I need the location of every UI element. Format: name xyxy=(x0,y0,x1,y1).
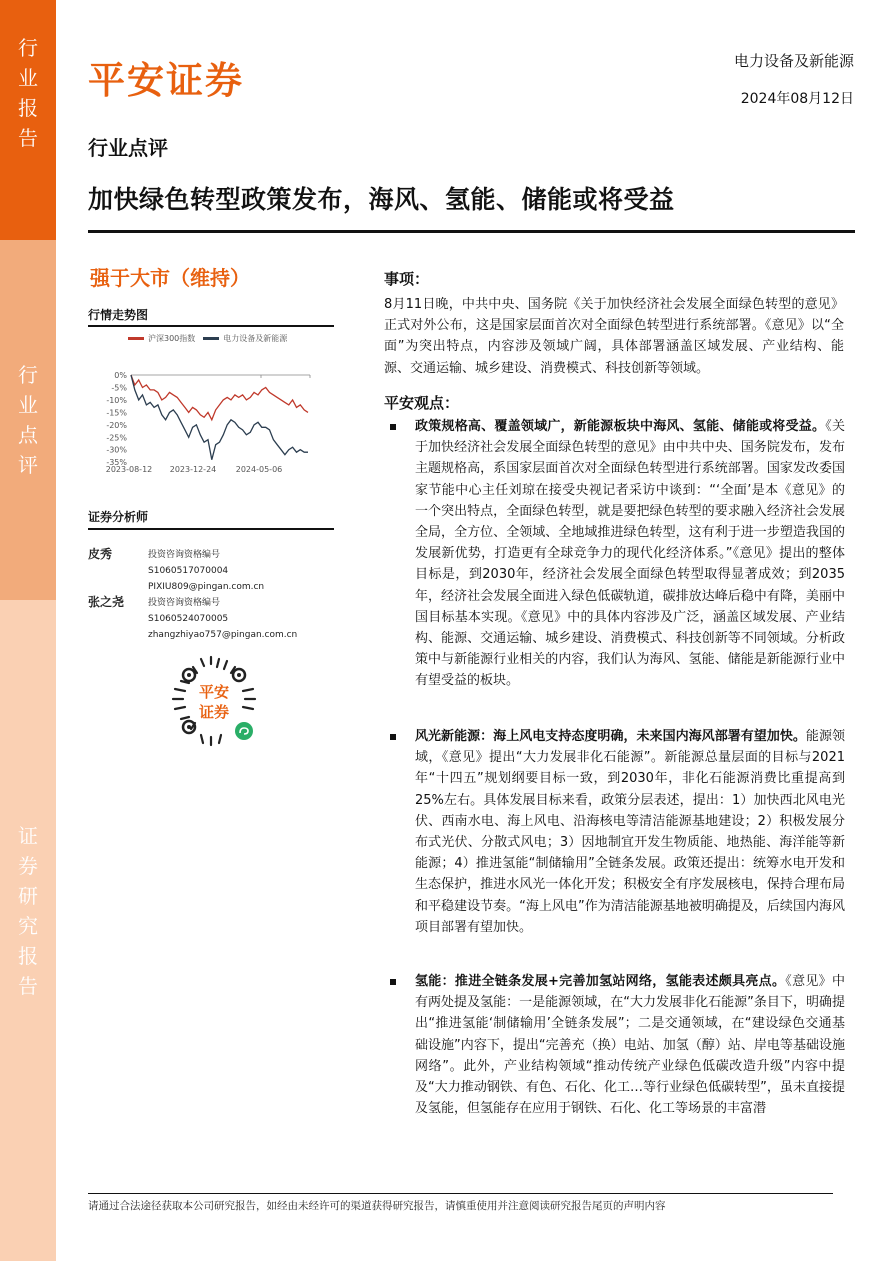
analyst-name: 皮秀 xyxy=(88,547,113,561)
svg-text:2023-08-12: 2023-08-12 xyxy=(105,465,153,475)
event-paragraph: 8月11日晚，中共中央、国务院《关于加快经济社会发展全面绿色转型的意见》正式对外公布，这是国家层面首次对全面绿色转型进行系统部署。《意见》以“全面”为突出特点，内容涉及领域广阔，具体部署涵盖区域发展、产业结构、能源、交通运输、城乡建设、消费模式、科技创新等领域。 xyxy=(384,297,844,376)
legend-item xyxy=(203,333,287,344)
svg-text:2023-12-24: 2023-12-24 xyxy=(169,465,217,475)
price-trend-chart xyxy=(88,362,328,482)
viewpoint-body: 《意见》中有两处提及氢能：一是能源领域，在“大力发展非化石能源”条目下，明确提出“推进氢能‘制储输用’全链条发展”；二是交通领域，在“建设绿色交通基础设施”内容下，提出“完善充（换）电站、加氢（醇）站、岸电等基础设施网络”。此外，产业结构领域“推动传统产业绿色低碳改造升级”内容中提及“大力推动钢铁、有色、石化、化工…等行业绿色低碳转型”，虽未直接提及氢能，但氢能存在应用于钢铁、石化、化工等场景的丰富潜 xyxy=(415,974,845,1117)
viewpoint-lead: 风光新能源：海上风电支持态度明确，未来国内海风部署有望加快。 xyxy=(415,729,806,744)
event-heading: 事项： xyxy=(384,270,430,288)
svg-text:-25%: -25% xyxy=(106,433,127,443)
viewpoint-paragraph xyxy=(415,971,845,1119)
svg-text:平安: 平安 xyxy=(198,683,230,701)
analyst-email[interactable]: PIXIU809@pingan.com.cn xyxy=(148,582,265,592)
analysts-divider xyxy=(88,528,334,530)
legend-swatch xyxy=(203,337,219,340)
svg-text:-10%: -10% xyxy=(106,395,127,405)
legend-label: 电力设备及新能源 xyxy=(223,334,288,343)
bullet-icon xyxy=(390,424,396,430)
company-logo: 平安证券 xyxy=(88,59,244,102)
cert-label: 投资咨询资格编号 xyxy=(148,598,221,608)
svg-text:2024-05-06: 2024-05-06 xyxy=(235,465,283,475)
viewpoint-body: 能源领域，《意见》提出“大力发展非化石能源”。新能源总量层面的目标与2021年“十四五”规划纲要目标一致，到2030年，非化石能源消费比重提高到25%左右。具体发展目标来看，政策分层表述，提出：1）加快西北风电光伏、西南水电、海上风电、沿海核电等清洁能源基地建设；2）积极发展分布式光伏、分散式风电；3）因地制宜开发生物质能、地热能、海洋能等新能源；4）推进氢能“制储输用”全链条发展。政策还提出：统筹水电开发和生态保护，推进水风光一体化开发；积极安全有序发展核电，保持合理布局和平稳建设节奏。“海上风电”作为清洁能源基地被明确提及，后续国内海风项目部署有望加快。 xyxy=(415,729,845,935)
cert-label: 投资咨询资格编号 xyxy=(148,550,221,560)
svg-text:-35%: -35% xyxy=(106,458,127,468)
sector-label: 电力设备及新能源 xyxy=(733,52,854,70)
legend-swatch xyxy=(128,337,144,340)
chart-heading: 行情走势图 xyxy=(88,308,149,322)
legend-label: 沪深300指数 xyxy=(148,334,196,343)
chart-divider xyxy=(88,325,334,327)
sidebar xyxy=(0,0,56,1261)
bullet-icon xyxy=(390,734,396,740)
footer-divider xyxy=(88,1193,833,1194)
legend-item xyxy=(128,333,195,344)
chart-legend xyxy=(128,333,287,344)
analyst-email[interactable]: zhangzhiyao757@pingan.com.cn xyxy=(148,630,298,640)
svg-text:-20%: -20% xyxy=(106,420,127,430)
viewpoint-lead: 氢能：推进全链条发展+完善加氢站网络，氢能表述颇具亮点。 xyxy=(415,974,786,989)
analyst-name: 张之尧 xyxy=(88,595,125,609)
sidebar-label: 行业报告 xyxy=(18,35,38,150)
svg-text:证券: 证券 xyxy=(198,703,230,721)
svg-text:-5%: -5% xyxy=(111,383,127,393)
doc-type: 行业点评 xyxy=(88,136,168,160)
sidebar-label: 证券研究报告 xyxy=(18,823,38,998)
svg-text:-30%: -30% xyxy=(106,445,127,455)
sidebar-segment-research xyxy=(0,600,56,1261)
bullet-icon xyxy=(390,979,396,985)
viewpoint-lead: 政策规格高、覆盖领域广，新能源板块中海风、氢能、储能或将受益。 xyxy=(415,419,826,434)
svg-text:0%: 0% xyxy=(114,371,127,380)
sidebar-label: 行业点评 xyxy=(18,363,38,477)
viewpoint-paragraph xyxy=(415,416,845,692)
sidebar-segment-review xyxy=(0,240,56,600)
viewpoint-heading: 平安观点： xyxy=(384,394,460,412)
sidebar-segment-report xyxy=(0,0,56,240)
footer-disclaimer: 请通过合法途径获取本公司研究报告，如经由未经许可的渠道获得研究报告，请慎重使用并注意阅读研究报告尾页的声明内容 xyxy=(88,1200,666,1212)
viewpoint-body: 《关于加快经济社会发展全面绿色转型的意见》由中共中央、国务院发布，发布主题规格高，系国家层面首次对全面绿色转型进行系统部署。国家发改委国家节能中心主任刘琼在接受央视记者采访中谈到：“‘全面’是本《意见》的一个突出特点，全面绿色转型，就是要把绿色转型的要求融入经济社会发展全局，全方位、全领域、全地域推进绿色转型，这有利于进一步塑造我国的发展新优势，打造更有全球竞争力的现代化经济体系。”《意见》提出的整体目标是，到2030年，经济社会发展全面绿色转型取得显著成效；到2035年，经济社会发展全面进入绿色低碳轨道，碳排放达峰后稳中有降，美丽中国目标基本实现。《意见》中的具体内容涉及广泛，涵盖区域发展、产业结构、能源、交通运输、城乡建设、消费模式、科技创新等不同领域。分析政策中与新能源行业相关的内容，我们认为海风、氢能、储能是新能源行业中有望受益的板块。 xyxy=(415,419,845,689)
viewpoint-paragraph xyxy=(415,726,845,938)
report-date: 2024年08月12日 xyxy=(740,91,854,107)
rating-badge: 强于大市（维持） xyxy=(90,266,250,290)
page-title: 加快绿色转型政策发布，海风、氢能、储能或将受益 xyxy=(88,185,675,214)
analysts-heading: 证券分析师 xyxy=(88,510,149,524)
cert-number: S1060517070004 xyxy=(148,566,229,576)
cert-number: S1060524070005 xyxy=(148,614,229,624)
svg-text:-15%: -15% xyxy=(106,408,127,418)
mini-program-qr-code[interactable] xyxy=(161,651,267,751)
title-divider xyxy=(88,230,855,233)
